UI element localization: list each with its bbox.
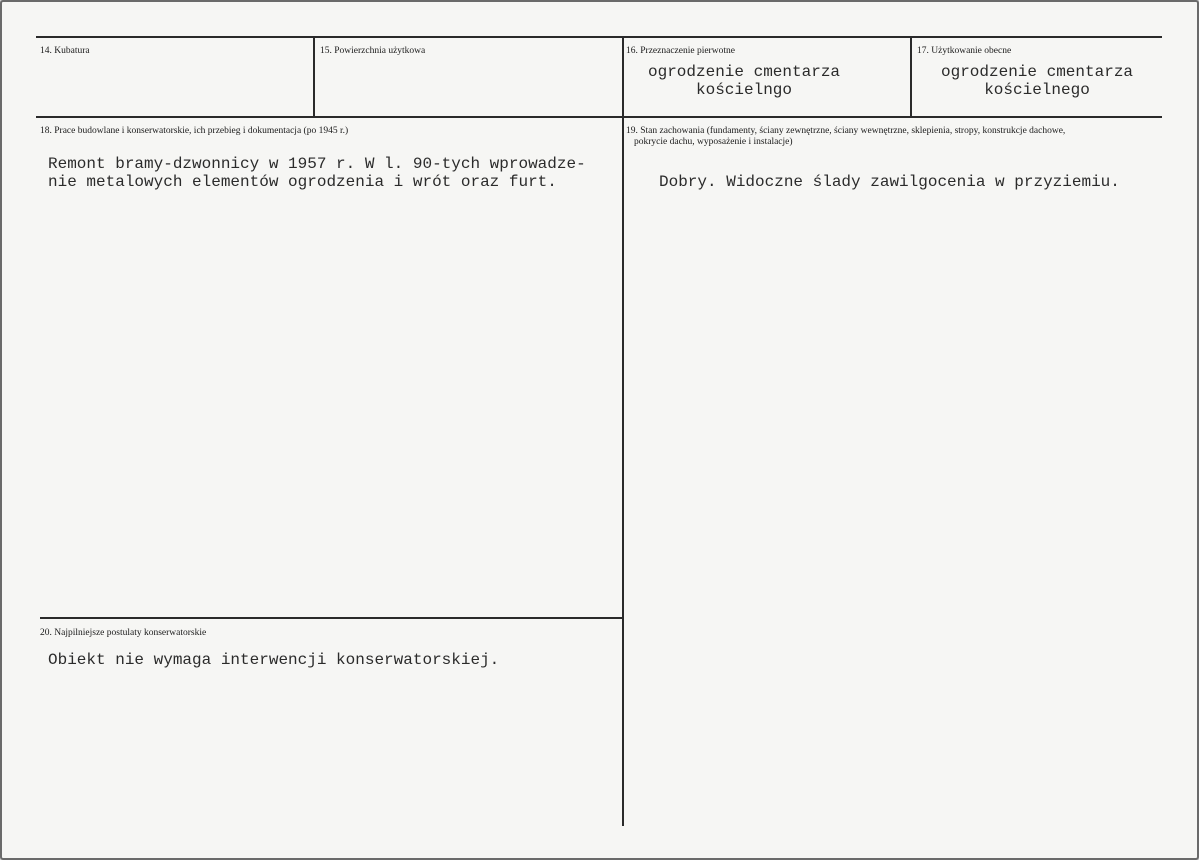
section-20-rule: [40, 617, 624, 619]
field-19-label-line2: pokrycie dachu, wyposażenie i instalacje): [634, 137, 793, 147]
field-18-value-line2: nie metalowych elementów ogrodzenia i wrót oraz furt.: [48, 173, 557, 191]
field-18-label: 18. Prace budowlane i konserwatorskie, ich przebieg i dokumentacja (po 1945 r.): [40, 126, 349, 136]
field-17-label: 17. Użytkowanie obecne: [917, 46, 1012, 56]
col-rule-center: [622, 36, 624, 826]
col-rule-1: [313, 36, 315, 118]
field-14-label: 14. Kubatura: [40, 46, 90, 56]
field-20-value: Obiekt nie wymaga interwencji konserwatorskiej.: [48, 651, 500, 669]
row-rule: [36, 116, 1162, 118]
field-18-value-line1: Remont bramy-dzwonnicy w 1957 r. W l. 90-tych wprowadze-: [48, 155, 586, 173]
field-16-value-line2: kościelngo: [695, 81, 792, 99]
top-rule: [36, 36, 1162, 38]
col-rule-3: [910, 36, 912, 118]
field-20-label: 20. Najpilniejsze postulaty konserwatorskie: [40, 628, 207, 638]
field-19-value: Dobry. Widoczne ślady zawilgocenia w przyziemiu.: [659, 173, 1120, 191]
field-19-label-line1: 19. Stan zachowania (fundamenty, ściany zewnętrzne, ściany wewnętrzne, sklepienia, stropy, konstrukcje dachowe,: [626, 126, 1066, 136]
field-16-label: 16. Przeznaczenie pierwotne: [626, 46, 735, 56]
field-15-label: 15. Powierzchnia użytkowa: [320, 46, 426, 56]
field-17-value-line1: ogrodzenie cmentarza: [940, 63, 1134, 81]
field-16-value-line1: ogrodzenie cmentarza: [647, 63, 841, 81]
field-17-value-line2: kościelnego: [984, 81, 1090, 99]
